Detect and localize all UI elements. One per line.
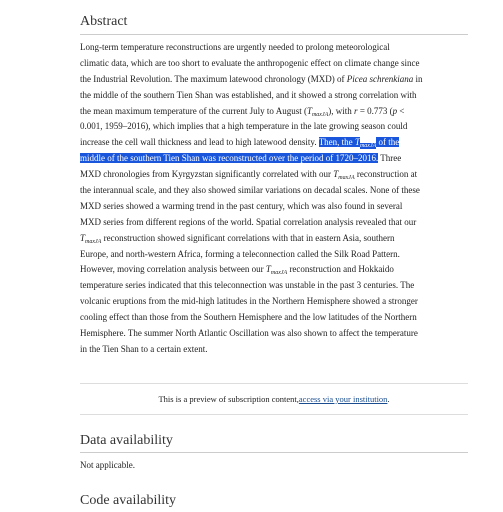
abstract-text-segment: Picea schrenkiana <box>346 73 414 84</box>
abstract-line <box>80 199 470 215</box>
abstract-text-segment: = 0.773 ( <box>357 105 393 116</box>
abstract-text-segment: T <box>265 264 271 275</box>
abstract-text-segment: volcanic eruptions from the mid-high latitudes in the Northern Hemisphere showed a stronger <box>80 296 418 307</box>
abstract-text-segment: T <box>306 105 312 116</box>
abstract-text-segment: Long-term temperature reconstructions are urgently needed to prolong meteorological <box>80 42 390 52</box>
abstract-line <box>80 310 470 326</box>
abstract-text-segment: cooling effect than those from the Southern Hemisphere and the low latitudes of the Northern <box>80 312 417 323</box>
subscription-preview-notice <box>80 383 468 415</box>
abstract-line <box>80 183 470 199</box>
abstract-text-segment: reconstruction at <box>354 169 418 180</box>
abstract-text-segment: MXD series from different regions of the world. Spatial correlation analysis revealed that our <box>80 216 417 227</box>
abstract-text-segment: middle of the southern Tien Shan was reconstructed over the period of 1720–2016. <box>80 153 379 164</box>
abstract-text-segment: in <box>413 73 423 84</box>
abstract-line <box>80 326 470 342</box>
abstract-text-segment: p <box>392 105 398 116</box>
abstract-text-segment: in the Tien Shan to a certain extent. <box>80 343 208 354</box>
abstract-line <box>80 56 470 72</box>
abstract-line <box>80 104 470 120</box>
abstract-text-segment: temperature series indicated that this teleconnection was unstable in the past 3 centuries. The <box>80 280 415 291</box>
abstract-text-segment: Europe, and north-western Africa, forming a teleconnection called the Silk Road Pattern. <box>80 248 400 259</box>
abstract-line <box>80 278 470 294</box>
data-availability-divider <box>80 452 468 453</box>
abstract-text-segment: maxJA <box>338 175 355 182</box>
abstract-line <box>80 262 470 278</box>
abstract-text-segment: the interannual scale, and they also showed similar variations on decadal scales. None of these <box>80 185 420 196</box>
abstract-text-segment: T <box>80 232 86 243</box>
abstract-line <box>80 342 470 358</box>
data-availability-body: Not applicable. <box>80 460 135 470</box>
abstract-text-segment: maxJA <box>311 111 329 118</box>
abstract-text-segment: reconstruction and Hokkaido <box>287 264 394 275</box>
abstract-line <box>80 88 470 104</box>
abstract-text-segment: maxJA <box>270 270 288 277</box>
abstract-line <box>80 40 470 56</box>
abstract-text-segment: Hemisphere. The summer North Atlantic Oscillation was also shown to affect the temperature <box>80 328 418 339</box>
abstract-text-segment: T <box>333 169 339 180</box>
abstract-text-segment: maxJA <box>359 143 377 150</box>
preview-text: This is a preview of subscription content, <box>158 394 299 404</box>
abstract-text-segment: the mean maximum temperature of the current July to August ( <box>80 105 307 116</box>
abstract-text-segment: Three <box>378 153 402 164</box>
abstract-text-segment: r <box>354 105 358 116</box>
abstract-line <box>80 151 470 167</box>
abstract-text-segment: of the <box>376 137 400 148</box>
preview-suffix: . <box>387 394 390 404</box>
abstract-line <box>80 231 470 247</box>
abstract-line <box>80 294 470 310</box>
abstract-text-segment: However, moving correlation analysis between our <box>80 264 266 275</box>
abstract-text-segment: Then, the <box>318 137 355 148</box>
abstract-text-segment: the Industrial Revolution. The maximum latewood chronology (MXD) of <box>80 73 347 84</box>
abstract-text-segment: the middle of the southern Tien Shan was established, and it showed a strong correlation with <box>80 89 417 100</box>
abstract-text-segment: maxJA <box>85 238 102 245</box>
abstract-text-segment: 0.001, 1959–2016), which implies that a high temperature in the late growing season could <box>80 121 408 132</box>
abstract-line <box>80 167 470 183</box>
abstract-text-segment: MXD series showed a warming trend in the past century, which was also found in several <box>80 200 403 211</box>
abstract-text-segment: ), with <box>328 105 355 116</box>
abstract-text-segment: reconstruction showed significant correlations with that in eastern Asia, southern <box>101 232 395 243</box>
abstract-line <box>80 215 470 231</box>
abstract-divider <box>80 34 468 35</box>
access-institution-link[interactable]: access via your institution <box>298 394 388 404</box>
abstract-text-segment: T <box>354 137 360 148</box>
abstract-line <box>80 135 470 151</box>
abstract-body <box>80 40 470 358</box>
abstract-line <box>80 119 470 135</box>
code-availability-heading: Code availability <box>80 493 177 508</box>
abstract-line <box>80 72 470 88</box>
abstract-line <box>80 247 470 263</box>
data-availability-heading: Data availability <box>80 433 173 448</box>
abstract-heading: Abstract <box>80 14 128 29</box>
abstract-text-segment: MXD chronologies from Kyrgyzstan significantly correlated with our <box>80 169 334 180</box>
abstract-text-segment: < <box>397 105 405 116</box>
abstract-text-segment: climatic data, which are too short to evaluate the anthropogenic effect on climate change since <box>80 57 420 68</box>
abstract-text-segment: increase the cell wall thickness and lead to high latewood density. <box>80 137 319 148</box>
